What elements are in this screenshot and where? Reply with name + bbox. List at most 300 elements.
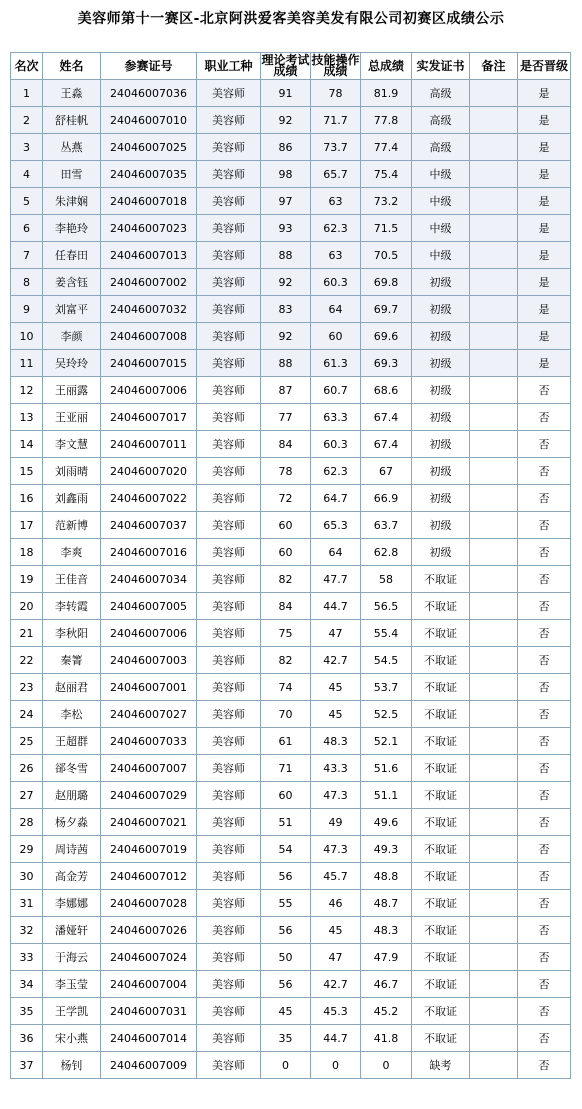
cell-job: 美容师	[197, 809, 261, 836]
cell-job: 美容师	[197, 161, 261, 188]
cell-name: 李转霞	[43, 593, 101, 620]
cell-total: 68.6	[361, 377, 412, 404]
cell-job: 美容师	[197, 917, 261, 944]
cell-skill: 42.7	[311, 971, 361, 998]
cell-id: 24046007006	[101, 620, 197, 647]
cell-promote: 是	[518, 323, 571, 350]
cell-skill: 62.3	[311, 215, 361, 242]
cell-skill: 45	[311, 674, 361, 701]
table-row	[11, 998, 571, 1025]
cell-promote: 是	[518, 80, 571, 107]
cell-job: 美容师	[197, 431, 261, 458]
cell-promote: 否	[518, 377, 571, 404]
cell-promote: 否	[518, 755, 571, 782]
cell-total: 69.6	[361, 323, 412, 350]
cell-skill: 65.3	[311, 512, 361, 539]
table-row	[11, 1052, 571, 1079]
cell-cert: 不取证	[412, 890, 470, 917]
cell-theory: 0	[261, 1052, 311, 1079]
cell-name: 王亚丽	[43, 404, 101, 431]
cell-total: 67.4	[361, 404, 412, 431]
cell-total: 52.1	[361, 728, 412, 755]
cell-theory: 71	[261, 755, 311, 782]
cell-skill: 71.7	[311, 107, 361, 134]
table-row	[11, 215, 571, 242]
cell-theory: 77	[261, 404, 311, 431]
cell-cert: 不取证	[412, 647, 470, 674]
cell-id: 24046007021	[101, 809, 197, 836]
cell-id: 24046007017	[101, 404, 197, 431]
cell-theory: 61	[261, 728, 311, 755]
cell-theory: 60	[261, 539, 311, 566]
table-row	[11, 728, 571, 755]
cell-cert: 初级	[412, 269, 470, 296]
cell-skill: 73.7	[311, 134, 361, 161]
cell-promote: 否	[518, 620, 571, 647]
cell-theory: 82	[261, 566, 311, 593]
cell-total: 66.9	[361, 485, 412, 512]
cell-rank: 14	[11, 431, 43, 458]
cell-promote: 否	[518, 1025, 571, 1052]
cell-note	[470, 944, 518, 971]
cell-job: 美容师	[197, 593, 261, 620]
cell-total: 73.2	[361, 188, 412, 215]
table-row	[11, 836, 571, 863]
cell-name: 李文慧	[43, 431, 101, 458]
cell-id: 24046007027	[101, 701, 197, 728]
cell-promote: 否	[518, 728, 571, 755]
cell-note	[470, 269, 518, 296]
cell-name: 李颜	[43, 323, 101, 350]
cell-skill: 47	[311, 944, 361, 971]
cell-theory: 98	[261, 161, 311, 188]
cell-note	[470, 512, 518, 539]
cell-promote: 否	[518, 998, 571, 1025]
header-job: 职业工种	[197, 53, 261, 80]
cell-skill: 60.7	[311, 377, 361, 404]
cell-id: 24046007032	[101, 296, 197, 323]
cell-job: 美容师	[197, 566, 261, 593]
cell-promote: 否	[518, 863, 571, 890]
cell-note	[470, 593, 518, 620]
cell-promote: 是	[518, 107, 571, 134]
cell-theory: 51	[261, 809, 311, 836]
cell-total: 71.5	[361, 215, 412, 242]
table-row	[11, 593, 571, 620]
table-row	[11, 620, 571, 647]
cell-cert: 不取证	[412, 755, 470, 782]
cell-promote: 否	[518, 1052, 571, 1079]
cell-note	[470, 539, 518, 566]
cell-name: 田雪	[43, 161, 101, 188]
cell-job: 美容师	[197, 485, 261, 512]
header-total: 总成绩	[361, 53, 412, 80]
cell-theory: 75	[261, 620, 311, 647]
cell-skill: 44.7	[311, 593, 361, 620]
cell-job: 美容师	[197, 998, 261, 1025]
cell-name: 李艳玲	[43, 215, 101, 242]
cell-id: 24046007003	[101, 647, 197, 674]
cell-rank: 8	[11, 269, 43, 296]
cell-promote: 否	[518, 917, 571, 944]
cell-id: 24046007033	[101, 728, 197, 755]
cell-name: 李娜娜	[43, 890, 101, 917]
cell-cert: 高级	[412, 80, 470, 107]
cell-theory: 55	[261, 890, 311, 917]
cell-theory: 83	[261, 296, 311, 323]
cell-theory: 70	[261, 701, 311, 728]
cell-cert: 高级	[412, 107, 470, 134]
cell-note	[470, 350, 518, 377]
table-row	[11, 512, 571, 539]
header-theory: 理论考试成绩	[261, 53, 310, 78]
cell-cert: 不取证	[412, 836, 470, 863]
cell-rank: 23	[11, 674, 43, 701]
cell-job: 美容师	[197, 863, 261, 890]
cell-theory: 56	[261, 863, 311, 890]
cell-promote: 是	[518, 134, 571, 161]
cell-total: 51.1	[361, 782, 412, 809]
cell-skill: 63	[311, 242, 361, 269]
cell-note	[470, 674, 518, 701]
cell-total: 47.9	[361, 944, 412, 971]
cell-skill: 60.3	[311, 431, 361, 458]
header-cert: 实发证书	[412, 53, 470, 80]
cell-rank: 36	[11, 1025, 43, 1052]
cell-skill: 43.3	[311, 755, 361, 782]
cell-name: 郤冬雪	[43, 755, 101, 782]
table-row	[11, 404, 571, 431]
cell-name: 王佳音	[43, 566, 101, 593]
cell-cert: 中级	[412, 188, 470, 215]
cell-job: 美容师	[197, 80, 261, 107]
header-id: 参赛证号	[101, 53, 197, 80]
cell-cert: 不取证	[412, 944, 470, 971]
cell-skill: 48.3	[311, 728, 361, 755]
cell-skill: 45	[311, 917, 361, 944]
cell-skill: 78	[311, 80, 361, 107]
cell-name: 丛燕	[43, 134, 101, 161]
table-row	[11, 566, 571, 593]
cell-note	[470, 215, 518, 242]
table-row	[11, 863, 571, 890]
table-row	[11, 1025, 571, 1052]
cell-promote: 是	[518, 242, 571, 269]
cell-name: 潘娅轩	[43, 917, 101, 944]
cell-note	[470, 701, 518, 728]
cell-rank: 30	[11, 863, 43, 890]
cell-job: 美容师	[197, 1052, 261, 1079]
cell-cert: 不取证	[412, 863, 470, 890]
cell-cert: 中级	[412, 161, 470, 188]
cell-skill: 45	[311, 701, 361, 728]
cell-theory: 97	[261, 188, 311, 215]
header-promote: 是否晋级	[518, 53, 571, 80]
cell-name: 李爽	[43, 539, 101, 566]
cell-id: 24046007023	[101, 215, 197, 242]
cell-note	[470, 1025, 518, 1052]
header-name: 姓名	[43, 53, 101, 80]
cell-rank: 4	[11, 161, 43, 188]
cell-note	[470, 863, 518, 890]
cell-name: 杨夕淼	[43, 809, 101, 836]
cell-total: 75.4	[361, 161, 412, 188]
cell-note	[470, 971, 518, 998]
cell-id: 24046007031	[101, 998, 197, 1025]
cell-name: 刘富平	[43, 296, 101, 323]
cell-name: 范新博	[43, 512, 101, 539]
cell-rank: 15	[11, 458, 43, 485]
cell-note	[470, 998, 518, 1025]
cell-name: 朱津娴	[43, 188, 101, 215]
cell-rank: 28	[11, 809, 43, 836]
cell-cert: 不取证	[412, 971, 470, 998]
cell-total: 67.4	[361, 431, 412, 458]
cell-note	[470, 1052, 518, 1079]
cell-theory: 50	[261, 944, 311, 971]
cell-rank: 6	[11, 215, 43, 242]
cell-name: 于海云	[43, 944, 101, 971]
cell-total: 77.8	[361, 107, 412, 134]
cell-cert: 不取证	[412, 566, 470, 593]
cell-skill: 64	[311, 539, 361, 566]
cell-promote: 否	[518, 566, 571, 593]
cell-job: 美容师	[197, 539, 261, 566]
cell-cert: 初级	[412, 431, 470, 458]
cell-job: 美容师	[197, 647, 261, 674]
cell-note	[470, 566, 518, 593]
table-row	[11, 782, 571, 809]
page-title: 美容师第十一赛区-北京阿洪爱客美容美发有限公司初赛区成绩公示	[77, 11, 505, 27]
cell-promote: 是	[518, 188, 571, 215]
cell-cert: 不取证	[412, 917, 470, 944]
table-row	[11, 269, 571, 296]
cell-skill: 45.7	[311, 863, 361, 890]
cell-total: 56.5	[361, 593, 412, 620]
cell-job: 美容师	[197, 404, 261, 431]
cell-id: 24046007013	[101, 242, 197, 269]
header-note: 备注	[470, 53, 518, 80]
cell-cert: 不取证	[412, 998, 470, 1025]
cell-theory: 88	[261, 350, 311, 377]
cell-job: 美容师	[197, 188, 261, 215]
cell-cert: 初级	[412, 539, 470, 566]
table-row	[11, 242, 571, 269]
table-row	[11, 80, 571, 107]
cell-note	[470, 242, 518, 269]
cell-cert: 初级	[412, 512, 470, 539]
cell-id: 24046007010	[101, 107, 197, 134]
cell-promote: 否	[518, 701, 571, 728]
table-body	[11, 80, 571, 1079]
table-row	[11, 107, 571, 134]
cell-job: 美容师	[197, 890, 261, 917]
cell-total: 81.9	[361, 80, 412, 107]
cell-job: 美容师	[197, 269, 261, 296]
cell-job: 美容师	[197, 728, 261, 755]
table-row	[11, 647, 571, 674]
table-row	[11, 539, 571, 566]
table-row	[11, 134, 571, 161]
table-row	[11, 161, 571, 188]
cell-cert: 初级	[412, 323, 470, 350]
cell-theory: 87	[261, 377, 311, 404]
cell-cert: 不取证	[412, 701, 470, 728]
cell-total: 46.7	[361, 971, 412, 998]
cell-theory: 54	[261, 836, 311, 863]
cell-rank: 19	[11, 566, 43, 593]
cell-theory: 56	[261, 971, 311, 998]
cell-name: 王超群	[43, 728, 101, 755]
cell-job: 美容师	[197, 323, 261, 350]
cell-promote: 否	[518, 944, 571, 971]
cell-job: 美容师	[197, 755, 261, 782]
cell-rank: 22	[11, 647, 43, 674]
cell-name: 李玉莹	[43, 971, 101, 998]
cell-skill: 45.3	[311, 998, 361, 1025]
cell-note	[470, 296, 518, 323]
cell-job: 美容师	[197, 350, 261, 377]
cell-cert: 不取证	[412, 620, 470, 647]
cell-name: 李秋阳	[43, 620, 101, 647]
cell-cert: 初级	[412, 458, 470, 485]
cell-promote: 否	[518, 485, 571, 512]
table-row	[11, 485, 571, 512]
cell-promote: 是	[518, 269, 571, 296]
cell-rank: 18	[11, 539, 43, 566]
cell-promote: 否	[518, 674, 571, 701]
table-row	[11, 431, 571, 458]
cell-theory: 60	[261, 512, 311, 539]
cell-id: 24046007035	[101, 161, 197, 188]
cell-promote: 否	[518, 890, 571, 917]
cell-note	[470, 836, 518, 863]
cell-rank: 10	[11, 323, 43, 350]
cell-total: 67	[361, 458, 412, 485]
cell-skill: 63.3	[311, 404, 361, 431]
cell-theory: 93	[261, 215, 311, 242]
cell-note	[470, 620, 518, 647]
cell-name: 吴玲玲	[43, 350, 101, 377]
cell-skill: 64	[311, 296, 361, 323]
table-row	[11, 944, 571, 971]
cell-promote: 否	[518, 512, 571, 539]
cell-name: 舒桂帆	[43, 107, 101, 134]
cell-theory: 45	[261, 998, 311, 1025]
cell-id: 24046007014	[101, 1025, 197, 1052]
cell-cert: 不取证	[412, 809, 470, 836]
cell-cert: 初级	[412, 485, 470, 512]
cell-id: 24046007026	[101, 917, 197, 944]
cell-id: 24046007006	[101, 377, 197, 404]
cell-id: 24046007015	[101, 350, 197, 377]
cell-skill: 64.7	[311, 485, 361, 512]
cell-rank: 2	[11, 107, 43, 134]
cell-name: 高金芳	[43, 863, 101, 890]
cell-theory: 72	[261, 485, 311, 512]
cell-skill: 47	[311, 620, 361, 647]
cell-promote: 否	[518, 836, 571, 863]
cell-id: 24046007019	[101, 836, 197, 863]
cell-cert: 不取证	[412, 1025, 470, 1052]
cell-theory: 60	[261, 782, 311, 809]
header-skill: 技能操作成绩	[311, 53, 360, 78]
cell-id: 24046007024	[101, 944, 197, 971]
cell-note	[470, 890, 518, 917]
cell-theory: 91	[261, 80, 311, 107]
cell-cert: 中级	[412, 215, 470, 242]
cell-promote: 是	[518, 296, 571, 323]
cell-rank: 33	[11, 944, 43, 971]
cell-id: 24046007011	[101, 431, 197, 458]
table-row	[11, 701, 571, 728]
cell-promote: 否	[518, 431, 571, 458]
cell-note	[470, 134, 518, 161]
cell-total: 69.7	[361, 296, 412, 323]
cell-id: 24046007012	[101, 863, 197, 890]
cell-name: 任春田	[43, 242, 101, 269]
cell-id: 24046007025	[101, 134, 197, 161]
cell-job: 美容师	[197, 296, 261, 323]
cell-rank: 16	[11, 485, 43, 512]
cell-id: 24046007037	[101, 512, 197, 539]
cell-promote: 是	[518, 215, 571, 242]
cell-rank: 35	[11, 998, 43, 1025]
table-row	[11, 350, 571, 377]
cell-rank: 25	[11, 728, 43, 755]
cell-job: 美容师	[197, 620, 261, 647]
cell-rank: 3	[11, 134, 43, 161]
table-row	[11, 377, 571, 404]
cell-name: 杨钊	[43, 1052, 101, 1079]
cell-rank: 26	[11, 755, 43, 782]
table-row	[11, 458, 571, 485]
cell-theory: 82	[261, 647, 311, 674]
results-table	[10, 52, 571, 1079]
cell-skill: 46	[311, 890, 361, 917]
cell-cert: 缺考	[412, 1052, 470, 1079]
cell-theory: 88	[261, 242, 311, 269]
cell-name: 赵朋璐	[43, 782, 101, 809]
cell-promote: 是	[518, 350, 571, 377]
table-row	[11, 188, 571, 215]
cell-id: 24046007020	[101, 458, 197, 485]
cell-promote: 否	[518, 971, 571, 998]
table-row	[11, 809, 571, 836]
cell-cert: 高级	[412, 134, 470, 161]
cell-note	[470, 782, 518, 809]
cell-rank: 37	[11, 1052, 43, 1079]
cell-promote: 否	[518, 458, 571, 485]
cell-name: 秦箐	[43, 647, 101, 674]
cell-job: 美容师	[197, 458, 261, 485]
cell-rank: 34	[11, 971, 43, 998]
cell-total: 69.8	[361, 269, 412, 296]
cell-id: 24046007009	[101, 1052, 197, 1079]
cell-theory: 78	[261, 458, 311, 485]
cell-skill: 44.7	[311, 1025, 361, 1052]
table-header	[11, 53, 571, 80]
cell-promote: 否	[518, 593, 571, 620]
cell-total: 52.5	[361, 701, 412, 728]
cell-skill: 62.3	[311, 458, 361, 485]
cell-total: 69.3	[361, 350, 412, 377]
cell-id: 24046007001	[101, 674, 197, 701]
table-row	[11, 674, 571, 701]
cell-skill: 63	[311, 188, 361, 215]
cell-skill: 47.3	[311, 836, 361, 863]
cell-note	[470, 404, 518, 431]
